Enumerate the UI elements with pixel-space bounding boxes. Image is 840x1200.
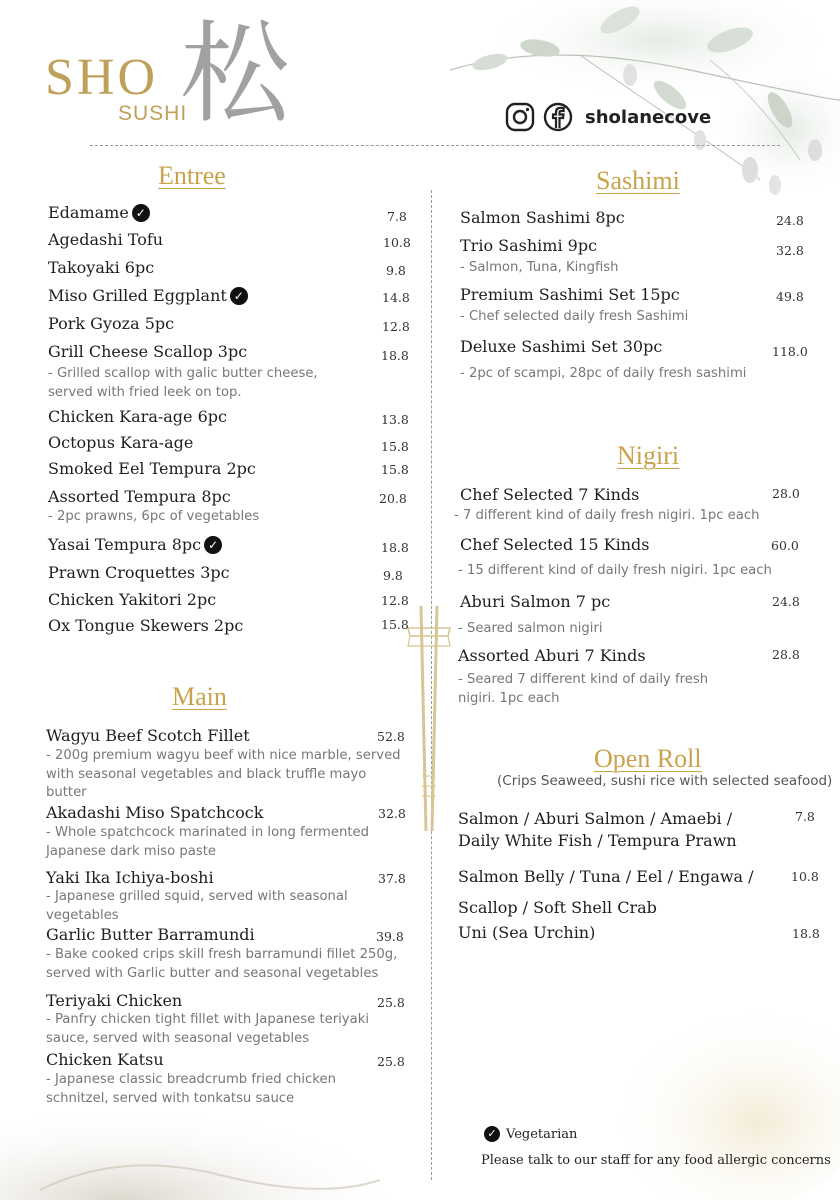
menu-item-price: 18.8	[792, 926, 820, 941]
menu-item-price: 25.8	[377, 995, 405, 1010]
social-links	[505, 100, 711, 134]
header-divider	[90, 145, 780, 146]
menu-item-price: 20.8	[379, 491, 407, 506]
menu-item-description: - Seared 7 different kind of daily fresh nigiri. 1pc each	[458, 672, 709, 706]
facebook-icon[interactable]	[543, 102, 573, 132]
vegetarian-legend: ✓ Vegetarian	[484, 1126, 577, 1142]
vegetarian-check-icon: ✓	[204, 536, 222, 554]
section-title-sashimi: Sashimi	[596, 166, 680, 195]
menu-item-description: - Seared salmon nigiri	[458, 621, 603, 636]
allergy-notice: Please talk to our staff for any food allergic concerns	[481, 1153, 831, 1168]
vegetarian-check-icon: ✓	[484, 1126, 500, 1142]
menu-item-name: Garlic Butter Barramundi	[46, 925, 255, 944]
menu-item-price: 15.8	[381, 439, 409, 454]
logo-wordmark: SHO	[45, 49, 159, 106]
menu-item-price: 12.8	[382, 319, 410, 334]
menu-item-name: Yasai Tempura 8pc ✓	[48, 536, 222, 554]
menu-item-name: Salmon Belly / Tuna / Eel / Engawa / Scallop / Soft Shell Crab	[458, 867, 754, 917]
menu-item-price: 49.8	[776, 289, 804, 304]
menu-item-price: 10.8	[383, 235, 411, 250]
menu-item-price: 12.8	[381, 593, 409, 608]
menu-item-name: Deluxe Sashimi Set 30pc	[460, 337, 663, 356]
instagram-icon[interactable]	[505, 102, 535, 132]
menu-item-description: - 200g premium wagyu beef with nice marble, served with seasonal vegetables and black truffle mayo butter	[46, 748, 401, 800]
menu-item-price: 14.8	[382, 290, 410, 305]
menu-item-price: 9.8	[386, 263, 406, 278]
menu-item-price: 32.8	[378, 806, 406, 821]
menu-item-name: Assorted Tempura 8pc	[48, 487, 231, 506]
menu-item-name: Octopus Kara-age	[48, 433, 194, 452]
menu-item-price: 15.8	[381, 462, 409, 477]
vegetarian-check-icon: ✓	[230, 287, 248, 305]
chopsticks-icon	[404, 606, 454, 836]
menu-item-price: 25.8	[377, 1054, 405, 1069]
menu-item-description: - Chef selected daily fresh Sashimi	[460, 309, 689, 324]
menu-item-price: 37.8	[378, 871, 406, 886]
menu-item-price: 28.8	[772, 647, 800, 662]
vegetarian-check-icon: ✓	[132, 204, 150, 222]
menu-item-name: Prawn Croquettes 3pc	[48, 563, 230, 582]
menu-item-description: - Panfry chicken tight fillet with Japanese teriyaki sauce, served with seasonal vegetables	[46, 1012, 369, 1046]
menu-item-price: 10.8	[791, 869, 819, 884]
menu-item-description: - Japanese grilled squid, served with seasonal vegetables	[46, 889, 348, 923]
logo-kanji-glyph: 松	[180, 12, 290, 132]
section-title-entree: Entree	[158, 161, 226, 190]
menu-item-name: Yaki Ika Ichiya-boshi	[46, 868, 214, 887]
menu-item-description: - Bake cooked crips skill fresh barramundi fillet 250g, served with Garlic butter and seasonal vegetables	[46, 947, 398, 981]
menu-item-name: Trio Sashimi 9pc	[460, 236, 598, 255]
menu-item-name: Grill Cheese Scallop 3pc	[48, 342, 248, 361]
menu-item-name: Smoked Eel Tempura 2pc	[48, 459, 256, 478]
menu-item-price: 32.8	[776, 243, 804, 258]
menu-item-price: 13.8	[381, 412, 409, 427]
menu-item-name: Miso Grilled Eggplant ✓	[48, 287, 248, 305]
menu-item-price: 18.8	[381, 540, 409, 555]
menu-item-name: Chef Selected 15 Kinds	[460, 535, 650, 554]
menu-item-price: 7.8	[387, 209, 407, 224]
menu-item-price: 15.8	[381, 617, 409, 632]
menu-item-name: Chef Selected 7 Kinds	[460, 485, 640, 504]
menu-item-description: - Grilled scallop with galic butter cheese, served with fried leek on top.	[48, 366, 318, 400]
menu-item-description: - Salmon, Tuna, Kingfish	[460, 260, 619, 275]
menu-item-price: 118.0	[772, 344, 808, 359]
open-roll-subtitle: (Crips Seaweed, sushi rice with selected seafood)	[497, 773, 833, 789]
menu-item-description: - 2pc prawns, 6pc of vegetables	[48, 509, 260, 524]
menu-item-price: 60.0	[771, 538, 799, 553]
menu-item-name: Agedashi Tofu	[48, 230, 164, 249]
menu-item-name: Uni (Sea Urchin)	[458, 923, 596, 942]
menu-item-price: 28.0	[772, 486, 800, 501]
menu-item-price: 18.8	[381, 348, 409, 363]
menu-item-name: Salmon Sashimi 8pc	[460, 208, 625, 227]
menu-item-price: 52.8	[377, 729, 405, 744]
menu-item-name: Ox Tongue Skewers 2pc	[48, 616, 244, 635]
menu-item-name: Chicken Kara-age 6pc	[48, 407, 227, 426]
menu-item-name: Chicken Yakitori 2pc	[48, 590, 217, 609]
menu-item-name: Assorted Aburi 7 Kinds	[458, 646, 646, 665]
menu-item-name: Pork Gyoza 5pc	[48, 314, 175, 333]
logo-subtitle: SUSHI	[118, 102, 188, 125]
menu-item-description: - Whole spatchcock marinated in long fermented Japanese dark miso paste	[46, 825, 369, 859]
social-handle[interactable]: sholanecove	[585, 106, 712, 128]
menu-item-price: 9.8	[383, 568, 403, 583]
logo-kanji-mark	[165, 12, 305, 132]
menu-item-name: Takoyaki 6pc	[48, 258, 155, 277]
menu-item-price: 24.8	[776, 213, 804, 228]
menu-item-name: Wagyu Beef Scotch Fillet	[46, 726, 250, 745]
menu-item-name: Chicken Katsu	[46, 1050, 164, 1069]
menu-item-price: 24.8	[772, 594, 800, 609]
menu-item-name: Aburi Salmon 7 pc	[460, 592, 611, 611]
menu-item-description: - 2pc of scampi, 28pc of daily fresh sashimi	[460, 366, 747, 381]
menu-item-name: Premium Sashimi Set 15pc	[460, 285, 680, 304]
menu-item-description: - Japanese classic breadcrumb fried chicken schnitzel, served with tonkatsu sauce	[46, 1072, 336, 1106]
section-title-nigiri: Nigiri	[617, 441, 680, 470]
section-title-open-roll: Open Roll	[594, 744, 702, 773]
section-title-main: Main	[172, 682, 227, 711]
menu-item-price: 7.8	[795, 809, 815, 824]
menu-item-description: - 15 different kind of daily fresh nigiri. 1pc each	[458, 563, 772, 578]
menu-item-name: Akadashi Miso Spatchcock	[46, 803, 264, 822]
menu-item-description: - 7 different kind of daily fresh nigiri. 1pc each	[454, 508, 760, 523]
menu-item-name: Edamame ✓	[48, 204, 150, 222]
menu-item-price: 39.8	[376, 929, 404, 944]
menu-item-name: Teriyaki Chicken	[46, 991, 183, 1010]
menu-item-name: Salmon / Aburi Salmon / Amaebi / Daily White Fish / Tempura Prawn	[458, 809, 737, 850]
